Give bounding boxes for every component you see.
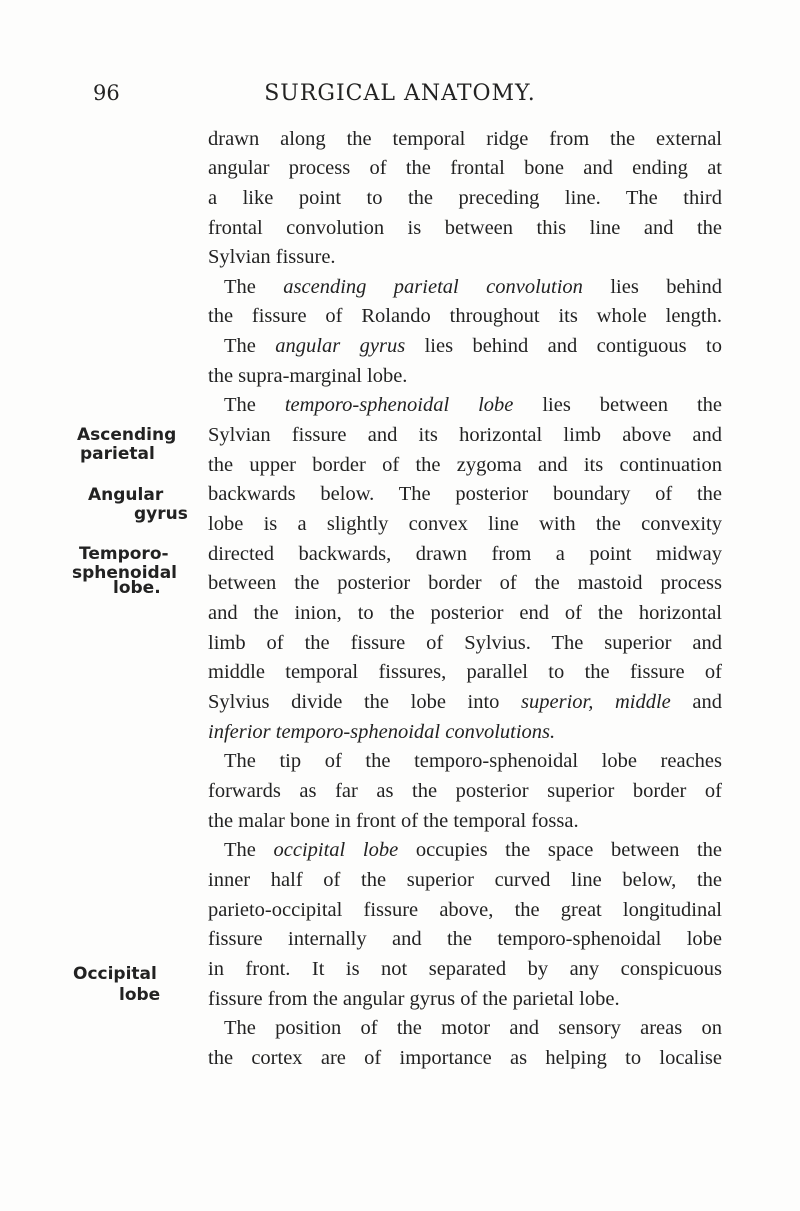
margin-note-line: Ascending: [77, 425, 177, 445]
text-line: [208, 717, 722, 747]
text-line: [224, 331, 722, 361]
text-run: occupies the space between the: [398, 839, 722, 861]
text-line: and the inion, to the posterior end of the horizontal: [208, 602, 722, 624]
text-line: the cortex are of importance as helping to localise: [208, 1047, 722, 1069]
margin-note-line: gyrus: [134, 504, 188, 524]
text-line: the malar bone in front of the temporal fossa.: [208, 810, 579, 832]
text-run: Sylvius divide the lobe into: [208, 691, 522, 713]
text-line: forwards as far as the posterior superior border of: [208, 780, 722, 802]
text-line: directed backwards, drawn from a point midway: [208, 543, 722, 565]
text-line: The position of the motor and sensory areas on: [224, 1017, 722, 1039]
text-line: fissure internally and the temporo-sphenoidal lobe: [208, 928, 722, 950]
running-title: SURGICAL ANATOMY.: [264, 81, 536, 106]
text-line: the upper border of the zygoma and its continuation: [208, 454, 722, 476]
margin-note-temporo-sphenoidal-lobe: [72, 544, 177, 598]
italic-term: superior, middle: [521, 691, 671, 713]
text-line: drawn along the temporal ridge from the external: [208, 128, 722, 150]
margin-note-ascending-parietal: [77, 426, 176, 464]
text-line: backwards below. The posterior boundary of the: [208, 483, 722, 505]
text-run: The: [224, 335, 276, 357]
text-run: lies between the: [513, 394, 723, 416]
margin-note-line: lobe.: [113, 578, 161, 598]
text-line: in front. It is not separated by any conspicuous: [208, 958, 722, 980]
italic-term: temporo-sphenoidal lobe: [284, 394, 514, 416]
text-line: The tip of the temporo-sphenoidal lobe reaches: [224, 750, 722, 772]
margin-note-line: Occipital: [73, 964, 157, 984]
text-line: Sylvian fissure and its horizontal limb above and: [208, 424, 722, 446]
text-line: parieto-occipital fissure above, the great longitudinal: [208, 899, 722, 921]
text-line: a like point to the preceding line. The third: [208, 187, 722, 209]
margin-note-occipital-lobe: [73, 965, 160, 1005]
text-line: Sylvian fissure.: [208, 246, 336, 268]
text-line: fissure from the angular gyrus of the parietal lobe.: [208, 988, 620, 1010]
text-line: [224, 272, 722, 302]
text-line: angular process of the frontal bone and ending at: [208, 157, 722, 179]
margin-note-line: Temporo-: [79, 544, 169, 564]
text-run: and: [670, 691, 722, 713]
italic-term: ascending parietal convolution: [283, 276, 583, 298]
text-line: the supra-marginal lobe.: [208, 365, 408, 387]
page-header: [0, 81, 800, 111]
text-line: [224, 390, 722, 420]
text-line: the fissure of Rolando throughout its whole length.: [208, 305, 722, 327]
text-line: [208, 687, 722, 717]
text-line: between the posterior border of the mastoid process: [208, 572, 722, 594]
margin-note-line: Angular: [88, 485, 164, 505]
margin-note-line: lobe: [119, 985, 161, 1005]
text-run: The: [224, 276, 284, 298]
italic-term: inferior temporo-sphenoidal convolutions.: [208, 721, 556, 743]
text-run: lies behind and contiguous to: [405, 335, 722, 357]
text-line: [224, 835, 722, 865]
text-line: inner half of the superior curved line below, the: [208, 869, 722, 891]
text-run: The: [224, 394, 285, 416]
margin-note-angular-gyrus: [88, 486, 188, 524]
text-line: limb of the fissure of Sylvius. The superior and: [208, 632, 722, 654]
text-line: middle temporal fissures, parallel to the fissure of: [208, 661, 722, 683]
margin-note-line: parietal: [80, 444, 155, 464]
text-line: frontal convolution is between this line and the: [208, 217, 722, 239]
page-number: 96: [93, 81, 120, 105]
text-run: lies behind: [582, 276, 722, 298]
text-line: lobe is a slightly convex line with the convexity: [208, 513, 722, 535]
italic-term: occipital lobe: [273, 839, 399, 861]
italic-term: angular gyrus: [275, 335, 406, 357]
margin-note-line: sphenoidal: [72, 563, 177, 583]
text-run: The: [224, 839, 274, 861]
